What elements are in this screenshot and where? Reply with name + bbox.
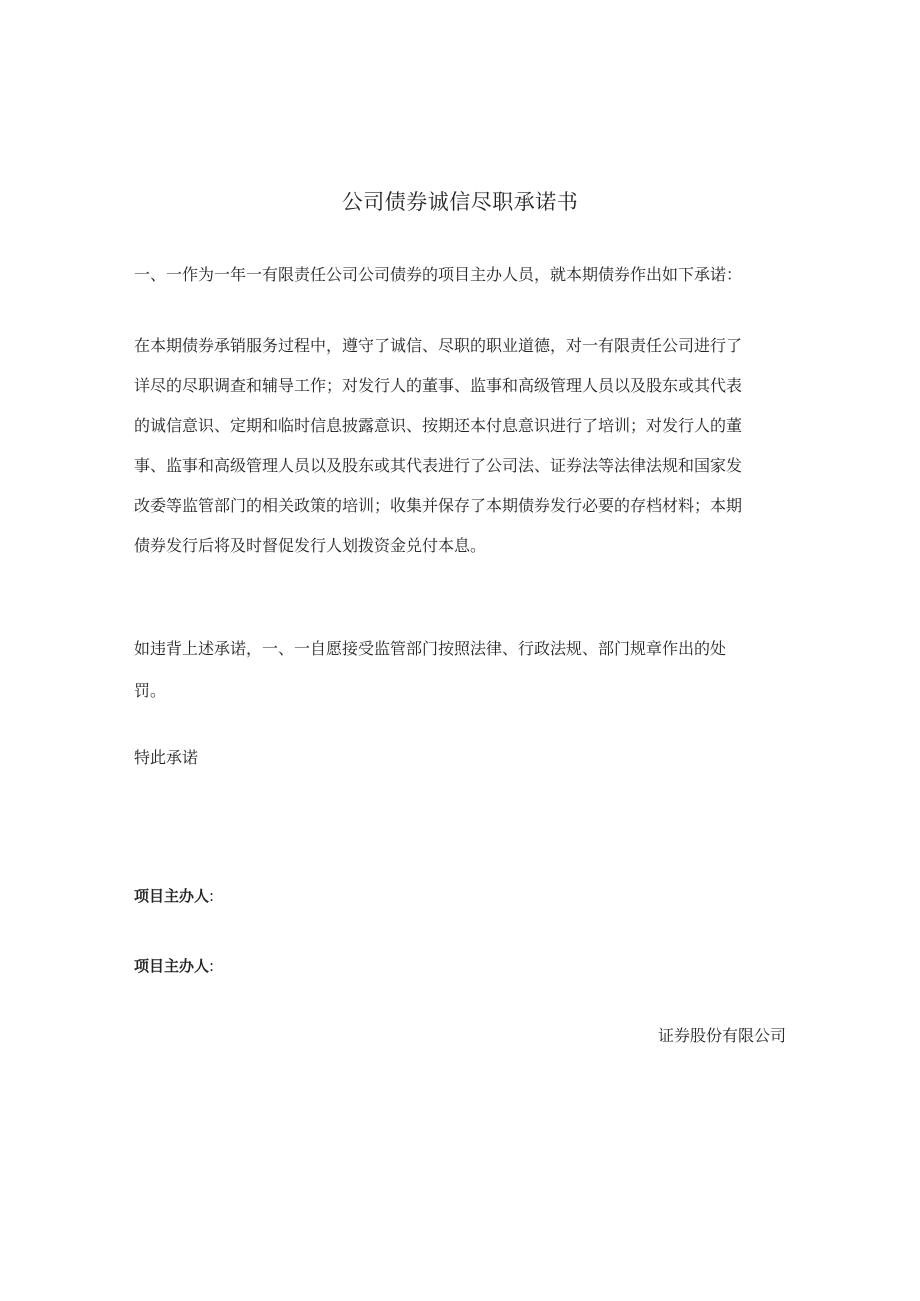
company-name: 证券股份有限公司 (657, 1026, 786, 1045)
signature-label: 项目主办人 (134, 957, 210, 975)
paragraph-line: 如违背上述承诺，一、一自愿接受监管部门按照法律、行政法规、部门规章作出的处 (134, 639, 727, 658)
paragraph-line: 债券发行后将及时督促发行人划拨资金兑付本息。 (134, 536, 487, 555)
signature-label: 项目主办人 (134, 887, 210, 905)
paragraph-line: 罚。 (134, 681, 167, 700)
paragraph-line: 在本期债券承销服务过程中，遵守了诚信、尽职的职业道德，对一有限责任公司进行了 (134, 336, 743, 355)
paragraph-line: 详尽的尽职调查和辅导工作；对发行人的董事、监事和高级管理人员以及股东或其代表 (134, 376, 743, 395)
signature-colon: : (209, 957, 215, 975)
signature-line-2 (134, 954, 214, 978)
intro-paragraph: 一、一作为一年一有限责任公司公司债券的项目主办人员，就本期债券作出如下承诺： (134, 265, 743, 284)
closing-statement: 特此承诺 (134, 748, 199, 767)
paragraph-line: 改委等监管部门的相关政策的培训；收集并保存了本期债券发行必要的存档材料；本期 (134, 496, 743, 515)
document-title: 公司债券诚信尽职承诺书 (341, 190, 579, 214)
violation-paragraph (134, 628, 786, 712)
paragraph-line: 的诚信意识、定期和临时信息披露意识、按期还本付息意识进行了培训；对发行人的董 (134, 416, 743, 435)
signature-line-1 (134, 884, 214, 908)
commitment-paragraph (134, 326, 786, 566)
paragraph-line: 事、监事和高级管理人员以及股东或其代表进行了公司法、证券法等法律法规和国家发 (134, 456, 743, 475)
signature-colon: : (209, 887, 215, 905)
